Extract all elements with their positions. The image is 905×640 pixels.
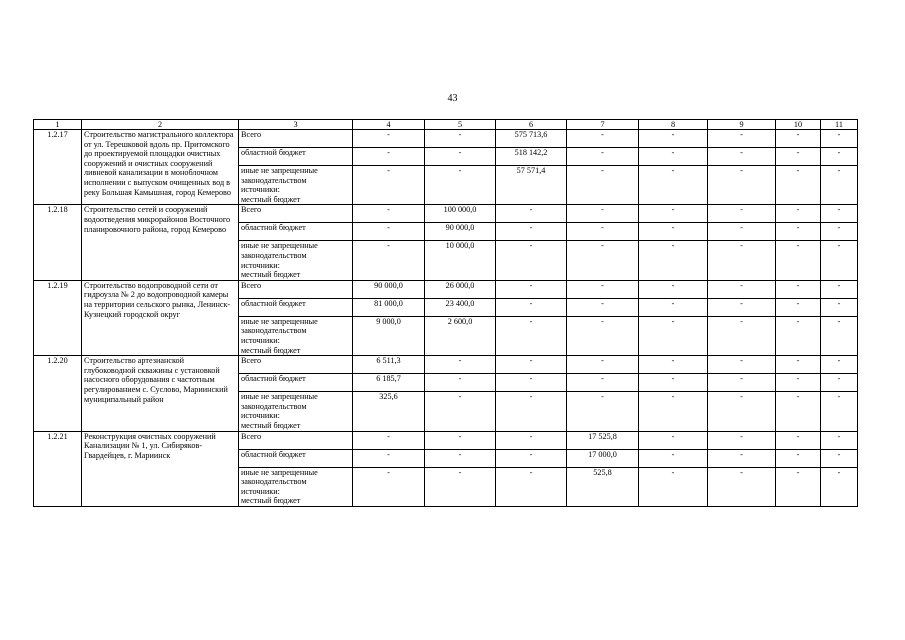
value-cell: -: [708, 130, 776, 148]
value-cell: 23 400,0: [425, 298, 496, 316]
source-total: Всего: [239, 356, 353, 374]
value-cell: -: [776, 356, 821, 374]
value-cell: -: [821, 223, 858, 241]
source-other-line: иные не запрещенные: [241, 467, 318, 477]
column-header: 11: [821, 120, 858, 130]
value-cell: -: [496, 467, 567, 506]
value-cell: 2 600,0: [425, 316, 496, 355]
value-cell: -: [567, 241, 639, 280]
source-other-line: иные не запрещенные: [241, 241, 318, 251]
item-name: Строительство магистрального коллектора от ул. Терешковой вдоль пр. Притомского до проектируемой площадки очистных сооружений и очистных сооружений ливневой канализации в моноблочном исполнении с выпуском очищенных вод в реку Большая Камышная, город Кемерово: [82, 130, 239, 205]
column-header: 2: [82, 120, 239, 130]
value-cell: -: [776, 205, 821, 223]
source-total: Всего: [239, 431, 353, 449]
table-row: [34, 280, 858, 298]
item-name: Строительство сетей и сооружений водоотведения микрорайонов Восточного планировочного района, город Кемерово: [82, 205, 239, 280]
value-cell: -: [425, 356, 496, 374]
source-total: Всего: [239, 130, 353, 148]
value-cell: -: [567, 223, 639, 241]
value-cell: 26 000,0: [425, 280, 496, 298]
value-cell: -: [353, 449, 425, 467]
source-other: [239, 467, 353, 506]
source-total: Всего: [239, 205, 353, 223]
page-number: 43: [447, 93, 458, 104]
value-cell: -: [776, 431, 821, 449]
value-cell: -: [353, 431, 425, 449]
value-cell: 525,8: [567, 467, 639, 506]
value-cell: -: [708, 356, 776, 374]
source-regional: областной бюджет: [239, 374, 353, 392]
value-cell: -: [639, 148, 708, 166]
value-cell: -: [639, 241, 708, 280]
source-other: [239, 316, 353, 355]
source-other: [239, 241, 353, 280]
value-cell: -: [496, 205, 567, 223]
value-cell: -: [496, 223, 567, 241]
value-cell: -: [425, 431, 496, 449]
value-cell: -: [567, 356, 639, 374]
value-cell: -: [776, 130, 821, 148]
value-cell: -: [821, 392, 858, 431]
item-code: 1.2.17: [34, 130, 82, 205]
value-cell: -: [821, 130, 858, 148]
source-other-line: законодательством: [241, 477, 307, 487]
column-header: 10: [776, 120, 821, 130]
item-name: Строительство артезианской глубоководной скважины с установкой насосного оборудования с частотным регулированием с. Суслово, Мариинский муниципальный район: [82, 356, 239, 431]
value-cell: 17 525,8: [567, 431, 639, 449]
value-cell: -: [708, 148, 776, 166]
value-cell: -: [639, 356, 708, 374]
value-cell: 575 713,6: [496, 130, 567, 148]
value-cell: -: [567, 392, 639, 431]
source-other-line: законодательством: [241, 401, 307, 411]
value-cell: -: [776, 392, 821, 431]
item-name: Строительство водопроводной сети от гидроузла № 2 до водопроводной камеры на территории сельского рынка, Ленинск-Кузнецкий городской округ: [82, 280, 239, 355]
value-cell: -: [496, 374, 567, 392]
value-cell: -: [776, 467, 821, 506]
value-cell: -: [639, 166, 708, 205]
value-cell: -: [708, 392, 776, 431]
value-cell: -: [821, 374, 858, 392]
value-cell: -: [639, 431, 708, 449]
value-cell: -: [776, 298, 821, 316]
value-cell: -: [496, 449, 567, 467]
source-other-line: источники:: [241, 411, 280, 421]
column-header: 7: [567, 120, 639, 130]
value-cell: -: [496, 356, 567, 374]
source-other-line: иные не запрещенные: [241, 316, 318, 326]
value-cell: -: [567, 148, 639, 166]
value-cell: -: [708, 241, 776, 280]
value-cell: -: [496, 431, 567, 449]
source-other-line: местный бюджет: [241, 420, 301, 430]
value-cell: -: [567, 316, 639, 355]
value-cell: -: [708, 205, 776, 223]
source-other-line: источники:: [241, 335, 280, 345]
value-cell: -: [353, 148, 425, 166]
value-cell: -: [776, 374, 821, 392]
table-row: [34, 356, 858, 374]
source-other: [239, 166, 353, 205]
value-cell: 57 571,4: [496, 166, 567, 205]
value-cell: -: [708, 280, 776, 298]
item-code: 1.2.21: [34, 431, 82, 506]
value-cell: -: [821, 241, 858, 280]
value-cell: -: [567, 130, 639, 148]
value-cell: -: [821, 467, 858, 506]
source-other-line: источники:: [241, 185, 280, 195]
value-cell: -: [639, 130, 708, 148]
source-other-line: законодательством: [241, 175, 307, 185]
source-regional: областной бюджет: [239, 298, 353, 316]
source-other-line: источники:: [241, 486, 280, 496]
value-cell: -: [639, 392, 708, 431]
item-code: 1.2.19: [34, 280, 82, 355]
column-header: 1: [34, 120, 82, 130]
value-cell: -: [821, 356, 858, 374]
value-cell: -: [639, 316, 708, 355]
value-cell: -: [639, 449, 708, 467]
item-code: 1.2.20: [34, 356, 82, 431]
value-cell: -: [567, 298, 639, 316]
value-cell: -: [821, 316, 858, 355]
table-row: [34, 130, 858, 148]
value-cell: -: [639, 374, 708, 392]
value-cell: -: [353, 467, 425, 506]
column-header: 9: [708, 120, 776, 130]
value-cell: -: [425, 467, 496, 506]
source-total: Всего: [239, 280, 353, 298]
source-other: [239, 392, 353, 431]
value-cell: -: [353, 166, 425, 205]
value-cell: 518 142,2: [496, 148, 567, 166]
value-cell: -: [639, 223, 708, 241]
value-cell: -: [821, 205, 858, 223]
table-row: [34, 431, 858, 449]
column-header: 8: [639, 120, 708, 130]
value-cell: -: [496, 392, 567, 431]
value-cell: -: [821, 449, 858, 467]
value-cell: -: [821, 148, 858, 166]
value-cell: -: [776, 241, 821, 280]
value-cell: 6 511,3: [353, 356, 425, 374]
budget-table: [33, 119, 858, 507]
value-cell: -: [425, 148, 496, 166]
column-header: 3: [239, 120, 353, 130]
source-other-line: источники:: [241, 260, 280, 270]
value-cell: -: [708, 467, 776, 506]
value-cell: -: [639, 467, 708, 506]
value-cell: -: [496, 241, 567, 280]
column-header: 5: [425, 120, 496, 130]
value-cell: 325,6: [353, 392, 425, 431]
value-cell: -: [708, 449, 776, 467]
value-cell: -: [776, 148, 821, 166]
value-cell: -: [776, 166, 821, 205]
value-cell: -: [708, 374, 776, 392]
source-other-line: местный бюджет: [241, 270, 301, 280]
source-other-line: иные не запрещенные: [241, 392, 318, 402]
value-cell: -: [353, 205, 425, 223]
value-cell: -: [708, 166, 776, 205]
source-other-line: иные не запрещенные: [241, 166, 318, 175]
value-cell: -: [353, 130, 425, 148]
value-cell: -: [776, 223, 821, 241]
value-cell: 90 000,0: [425, 223, 496, 241]
item-name: Реконструкция очистных сооружений Канализации № 1, ул. Сибиряков-Гвардейцев, г. Мариинск: [82, 431, 239, 506]
value-cell: -: [567, 166, 639, 205]
value-cell: -: [776, 280, 821, 298]
value-cell: 17 000,0: [567, 449, 639, 467]
value-cell: -: [821, 298, 858, 316]
source-other-line: законодательством: [241, 326, 307, 336]
value-cell: -: [567, 205, 639, 223]
source-regional: областной бюджет: [239, 223, 353, 241]
source-other-line: местный бюджет: [241, 496, 301, 506]
value-cell: -: [496, 280, 567, 298]
value-cell: -: [708, 223, 776, 241]
value-cell: 100 000,0: [425, 205, 496, 223]
value-cell: -: [639, 280, 708, 298]
value-cell: -: [425, 166, 496, 205]
value-cell: 6 185,7: [353, 374, 425, 392]
item-code: 1.2.18: [34, 205, 82, 280]
source-regional: областной бюджет: [239, 148, 353, 166]
source-regional: областной бюджет: [239, 449, 353, 467]
value-cell: -: [708, 298, 776, 316]
value-cell: -: [353, 223, 425, 241]
column-header: 6: [496, 120, 567, 130]
value-cell: -: [425, 392, 496, 431]
value-cell: -: [496, 298, 567, 316]
value-cell: -: [821, 280, 858, 298]
value-cell: 9 000,0: [353, 316, 425, 355]
header-row: [34, 120, 858, 130]
column-header: 4: [353, 120, 425, 130]
value-cell: -: [708, 431, 776, 449]
value-cell: -: [821, 431, 858, 449]
value-cell: -: [708, 316, 776, 355]
value-cell: -: [567, 280, 639, 298]
value-cell: 10 000,0: [425, 241, 496, 280]
value-cell: 81 000,0: [353, 298, 425, 316]
value-cell: 90 000,0: [353, 280, 425, 298]
value-cell: -: [639, 205, 708, 223]
value-cell: -: [639, 298, 708, 316]
value-cell: -: [353, 241, 425, 280]
table-row: [34, 205, 858, 223]
value-cell: -: [425, 374, 496, 392]
value-cell: -: [425, 449, 496, 467]
value-cell: -: [776, 449, 821, 467]
source-other-line: местный бюджет: [241, 345, 301, 355]
value-cell: -: [776, 316, 821, 355]
value-cell: -: [425, 130, 496, 148]
value-cell: -: [821, 166, 858, 205]
value-cell: -: [567, 374, 639, 392]
source-other-line: местный бюджет: [241, 194, 301, 204]
value-cell: -: [496, 316, 567, 355]
source-other-line: законодательством: [241, 250, 307, 260]
